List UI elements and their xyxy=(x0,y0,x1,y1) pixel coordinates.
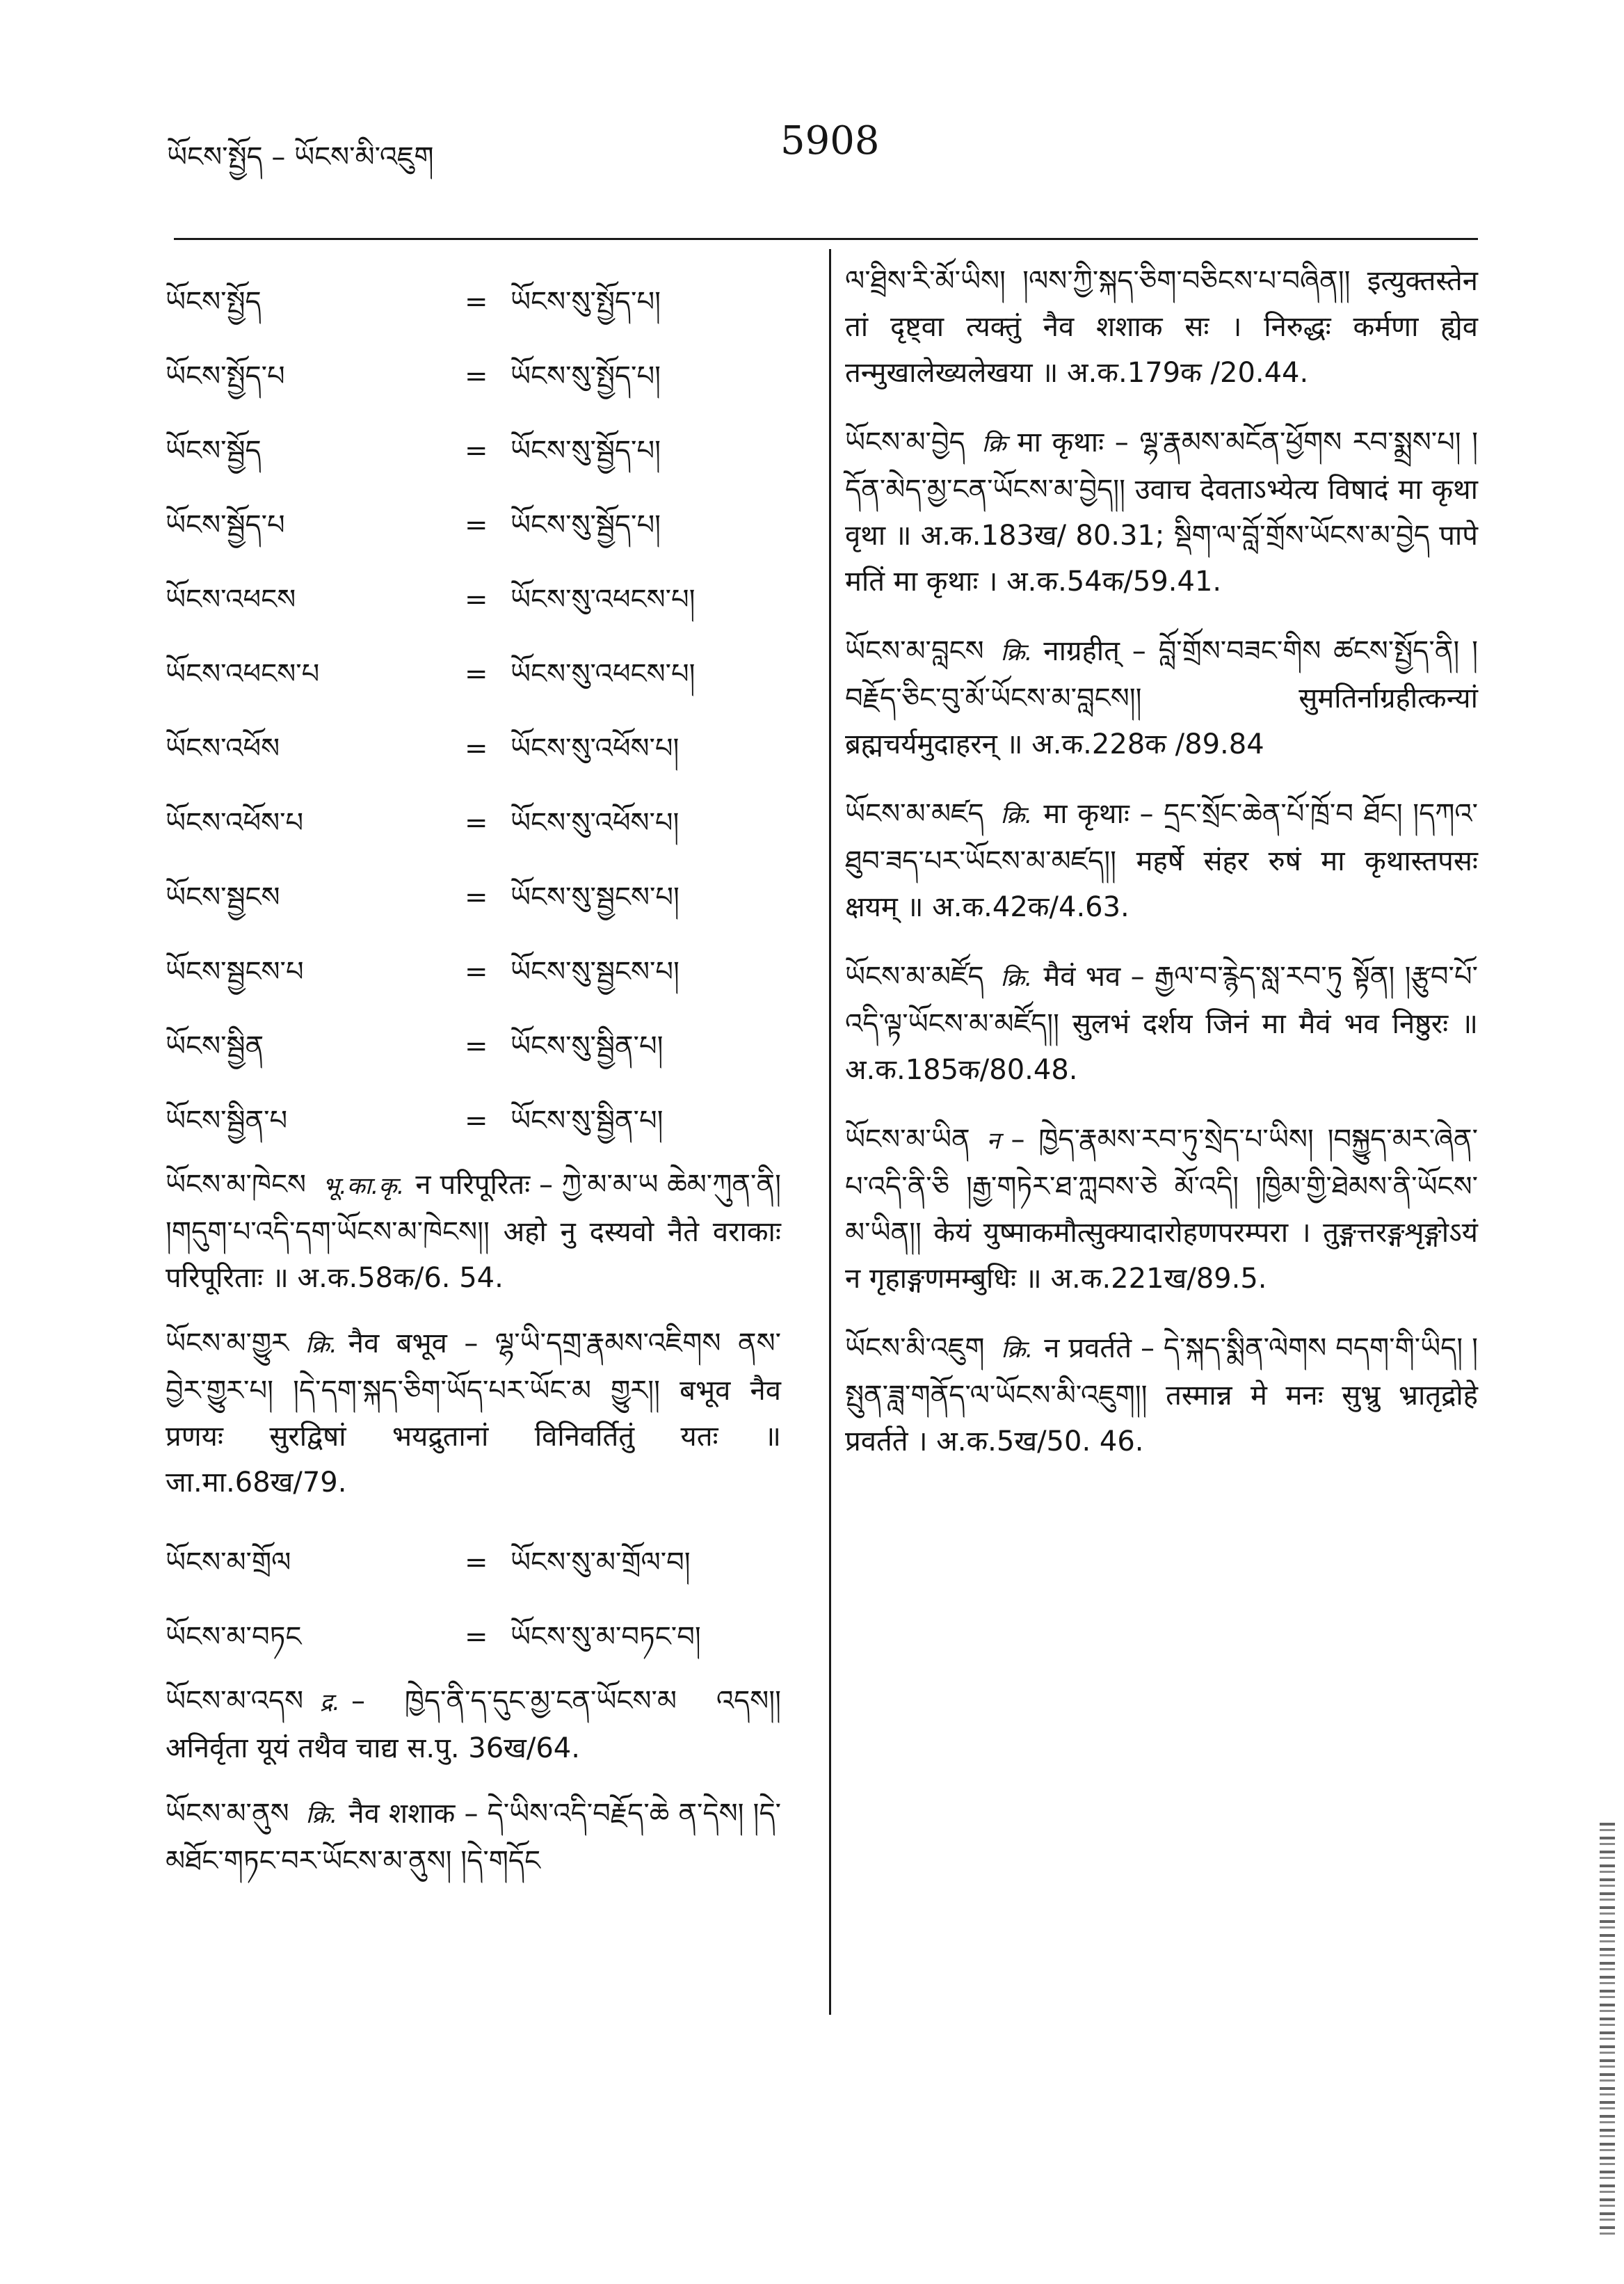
entry-text: मा कृथाः – དྲང་སྲོང་ཆེན་པོ་ཁྲོ་བ ཐོང། །དཀའ་ཐུབ་ཟད་པར་ཡོངས་མ་མཛད།། महर्षे संहर रुषं मा कृथास्तपसः क्षयम् ॥ अ.क.42क/4.63. xyxy=(845,798,1478,923)
headword: ཡོངས་སྦྱིན xyxy=(166,1030,264,1062)
headword: ཡོངས་སྦྱིན་པ xyxy=(166,1104,288,1137)
page-number: 5908 xyxy=(780,118,880,163)
dictionary-entry xyxy=(166,1162,781,1301)
grammar-label: द्र. xyxy=(320,1688,340,1716)
headword: ཡོངས་མ་བླངས xyxy=(845,635,984,667)
xref-target: ཡོངས་སུ་འཕངས་པ། xyxy=(510,583,696,616)
grammar-label: क्रि. xyxy=(1000,801,1033,829)
headword: ཡོངས་འཕོས xyxy=(166,732,280,765)
xref-target: ཡོངས་སུ་མ་གྲོལ་བ། xyxy=(510,1546,691,1579)
entry-text: ལ་ཐྲིས་རི་མོ་ཡིས། །ལས་ཀྱི་སྐད་ཅིག་བཅིངས་པ་བཞིན།། इत्युक्तस्तेन तां दृष्ट्वा त्यक्तुं नैव शशाक सः । निरुद्धः कर्मणा ह्येव तन्मुखालेख्यलेखया ॥ अ.क.179क /20.44. xyxy=(845,265,1478,389)
equals-sign: = xyxy=(465,806,488,839)
grammar-label: न xyxy=(986,1127,1000,1155)
entry-text: नैव शशाक – དེ་ཡིས་འདི་བརྗོད་ཆེ ན་དེས། །དེ་མཐོང་གཏང་བར་ཡོངས་མ་ནུས། །དེ་གདོང xyxy=(166,1798,781,1877)
headword: ཡོངས་མ་ཁེངས xyxy=(166,1169,307,1201)
xref-target: ཡོངས་སུ་འཕངས་པ། xyxy=(510,657,696,690)
xref-entry xyxy=(166,562,781,637)
equals-sign: = xyxy=(465,434,488,467)
headword: ཡོངས་མ་ནུས xyxy=(166,1798,289,1830)
equals-sign: = xyxy=(465,881,488,913)
dictionary-entry xyxy=(845,954,1478,1093)
headword: ཡོངས་སྦྱོད་པ xyxy=(166,509,285,541)
dictionary-entry xyxy=(166,1791,781,1884)
xref-entry xyxy=(166,1083,781,1158)
entry-text: न प्रवर्तते – དེ་སྐད་སྨིན་ལེགས བདག་གི་ཡིད། །སྤུན་ཟླ་གནོད་ལ་ཡོངས་མི་འཇུག།། तस्मान्न मे मनः सुभ्रु भ्रातृद्रोहे प्रवर्तते । अ.क.5ख/50. 46. xyxy=(845,1332,1478,1458)
headword: ཡོངས་སྦྱངས་པ xyxy=(166,955,304,988)
equals-sign: = xyxy=(465,285,488,318)
headword: ཡོངས་སྦྱངས xyxy=(166,881,280,913)
equals-sign: = xyxy=(465,955,488,988)
entry-text: – ཁྱེད་རྣམས་རབ་ཏུ་སྲེད་པ་ཡིས། །བསྐྱུད་མར་ཞེན་པ་འདི་ནི་ཅི །རྒྱ་གཏེར་ཐ་ཀླབས་ཅེ མོ་འདི། །ཁྱིམ་གྱི་ཐེམས་ནི་ཡོངས་མ་ཡིན།། केयं युष्माकमौत्सुक्यादारोहणपरम्परा । तुङ्गत्तरङ्गशृङ्गोऽयं न गृहाङ्गणमम्बुधिः ॥ अ.क.221ख/89.5. xyxy=(845,1124,1478,1295)
grammar-label: क्रि. xyxy=(1000,639,1033,666)
headword: ཡོངས་མ་མཛད xyxy=(845,798,984,830)
dictionary-entry xyxy=(845,791,1478,930)
headword: ཡོངས་འཕངས xyxy=(166,583,296,616)
xref-target: ཡོངས་སུ་སྦྱིན་པ། xyxy=(510,1104,664,1137)
xref-target: ཡོངས་སུ་སྦྱོད་པ། xyxy=(510,434,661,467)
right-column xyxy=(845,254,1478,1488)
headword: ཡོངས་མ་འདས xyxy=(166,1685,304,1717)
dictionary-entry xyxy=(845,420,1478,605)
grammar-label: क्रि xyxy=(981,430,1006,458)
entry-text: – ཁྱེད་ནི་ད་དུང་མྱ་ངན་ཡོངས་མ འདས།། अनिर्वृता यूयं तथैव चाद्य स.पु. 36ख/64. xyxy=(166,1685,781,1764)
grammar-label: क्रि. xyxy=(305,1801,338,1829)
equals-sign: = xyxy=(465,1030,488,1062)
xref-entry xyxy=(166,934,781,1009)
headword: ཡོངས་མ་ཡིན xyxy=(845,1124,970,1156)
xref-target: ཡོངས་སུ་སྤྱོད་པ། xyxy=(510,285,661,318)
headword: ཡོངས་འཕངས་པ xyxy=(166,657,320,690)
xref-target: ཡོངས་སུ་སྦྱིན་པ། xyxy=(510,1030,664,1062)
dictionary-entry xyxy=(845,628,1478,767)
header-rule xyxy=(174,238,1478,240)
dictionary-entry xyxy=(845,1325,1478,1464)
xref-entry xyxy=(166,785,781,860)
headword: ཡོངས་མ་བཏང xyxy=(166,1620,302,1653)
entry-text: मा कृथाः – ལྷ་རྣམས་མངོན་ཕྱོགས རབ་སྨྲས་པ། །དོན་མེད་མྱ་ངན་ཡོངས་མ་བྱེད།། उवाच देवताऽभ्येत्य विषादं मा कृथा वृथा ॥ अ.क.183ख/ 80.31; སྡིག་ལ་བློ་གྲོས་ཡོངས་མ་བྱེད पापे मतिं मा कृथाः । अ.क.54क/59.41. xyxy=(845,426,1478,598)
headword: ཡོངས་མི་འཇུག xyxy=(845,1332,985,1364)
xref-target: ཡོངས་སུ་སྦྱངས་པ། xyxy=(510,881,680,913)
xref-entry xyxy=(166,413,781,488)
equals-sign: = xyxy=(465,1104,488,1137)
equals-sign: = xyxy=(465,732,488,765)
entry-text: मैवं भव – རྒྱལ་བ་རྙེད་སླ་རབ་ཏུ སྟོན། །རྩུབ་པོ་འདི་ལྟ་ཡོངས་མ་མཛོད།། सुलभं दर्शय जिनं मा मैवं भव निष्ठुरः ॥ अ.क.185क/80.48. xyxy=(845,961,1478,1086)
xref-entry xyxy=(166,711,781,785)
xref-target: ཡོངས་སུ་འཕོས་པ། xyxy=(510,806,680,839)
headword: ཡོངས་མ་གྲོལ xyxy=(166,1546,291,1579)
xref-entry xyxy=(166,860,781,934)
running-head: ཡོངས་སྤྱོད – ཡོངས་མི་འཇུག xyxy=(167,141,434,173)
equals-sign: = xyxy=(465,583,488,616)
headword: ཡོངས་མ་བྱེད xyxy=(845,426,965,458)
column-divider xyxy=(829,249,831,2015)
dictionary-entry xyxy=(166,1678,781,1771)
entry-text: न परिपूरितः – ཀྱེ་མ་མ་ཡ ཆེམ་ཀུན་ནི། །གདུག་པ་འདི་དག་ཡོངས་མ་ཁེངས།། अहो नु दस्यवो नैते वराकाः परिपूरिताः ॥ अ.क.58क/6. 54. xyxy=(166,1169,781,1294)
headword: ཡོངས་སྤྱོད་པ xyxy=(166,360,285,392)
xref-entry xyxy=(166,1599,781,1674)
grammar-label: क्रि. xyxy=(1000,964,1033,992)
xref-entry xyxy=(166,1525,781,1599)
xref-entry xyxy=(166,637,781,711)
headword: ཡོངས་མ་གྱུར xyxy=(166,1327,289,1359)
xref-entry xyxy=(166,488,781,562)
xref-target: ཡོངས་སུ་སྦྱོད་པ། xyxy=(510,509,661,541)
grammar-label: भू.का.कृ. xyxy=(323,1172,405,1200)
headword: ཡོངས་འཕོས་པ xyxy=(166,806,304,839)
xref-entry xyxy=(166,339,781,413)
dictionary-entry xyxy=(845,1117,1478,1302)
dictionary-entry xyxy=(166,1320,781,1506)
grammar-label: क्रि. xyxy=(305,1331,337,1359)
headword: ཡོངས་མ་མཛོད xyxy=(845,961,984,993)
entry-text: नैव बभूव – ལྷ་ཡི་དགྲ་རྣམས་འཇིགས ནས་བྱེར་གྱུར་པ། །དེ་དག་སྐད་ཅིག་ཡོད་པར་ཡོང་མ གྱུར།། बभूव नैव प्रणयः सुरद्विषां भयद्रुतानां विनिवर्तितुं यतः ॥ जा.मा.68ख/79. xyxy=(166,1327,781,1499)
equals-sign: = xyxy=(465,509,488,541)
left-column xyxy=(166,264,781,1903)
equals-sign: = xyxy=(465,657,488,690)
headword: ཡོངས་སྤྱོད xyxy=(166,285,262,318)
xref-target: ཡོངས་སུ་སྤྱོད་པ། xyxy=(510,360,661,392)
xref-target: ཡོངས་སུ་འཕོས་པ། xyxy=(510,732,680,765)
entry-text: नाग्रहीत् – བློ་གྲོས་བཟང་གིས ཚངས་སྤྱོད་ནི། །བརྗོད་ཅིང་བུ་མོ་ཡོངས་མ་བླངས།། सुमतिर्नाग्रहीत्कन्यां ब्रह्मचर्यमुदाहरन् ॥ अ.क.228क /89.84 xyxy=(845,635,1478,760)
scan-edge-artifact xyxy=(1600,1823,1615,2240)
xref-entry xyxy=(166,264,781,339)
xref-entry xyxy=(166,1009,781,1083)
dictionary-entry xyxy=(845,258,1478,396)
equals-sign: = xyxy=(465,1620,488,1653)
xref-target: ཡོངས་སུ་མ་བཏང་བ། xyxy=(510,1620,701,1653)
xref-target: ཡོངས་སུ་སྦྱངས་པ། xyxy=(510,955,680,988)
equals-sign: = xyxy=(465,1546,488,1579)
grammar-label: क्रि. xyxy=(1001,1336,1034,1364)
equals-sign: = xyxy=(465,360,488,392)
headword: ཡོངས་སྦྱོད xyxy=(166,434,262,467)
